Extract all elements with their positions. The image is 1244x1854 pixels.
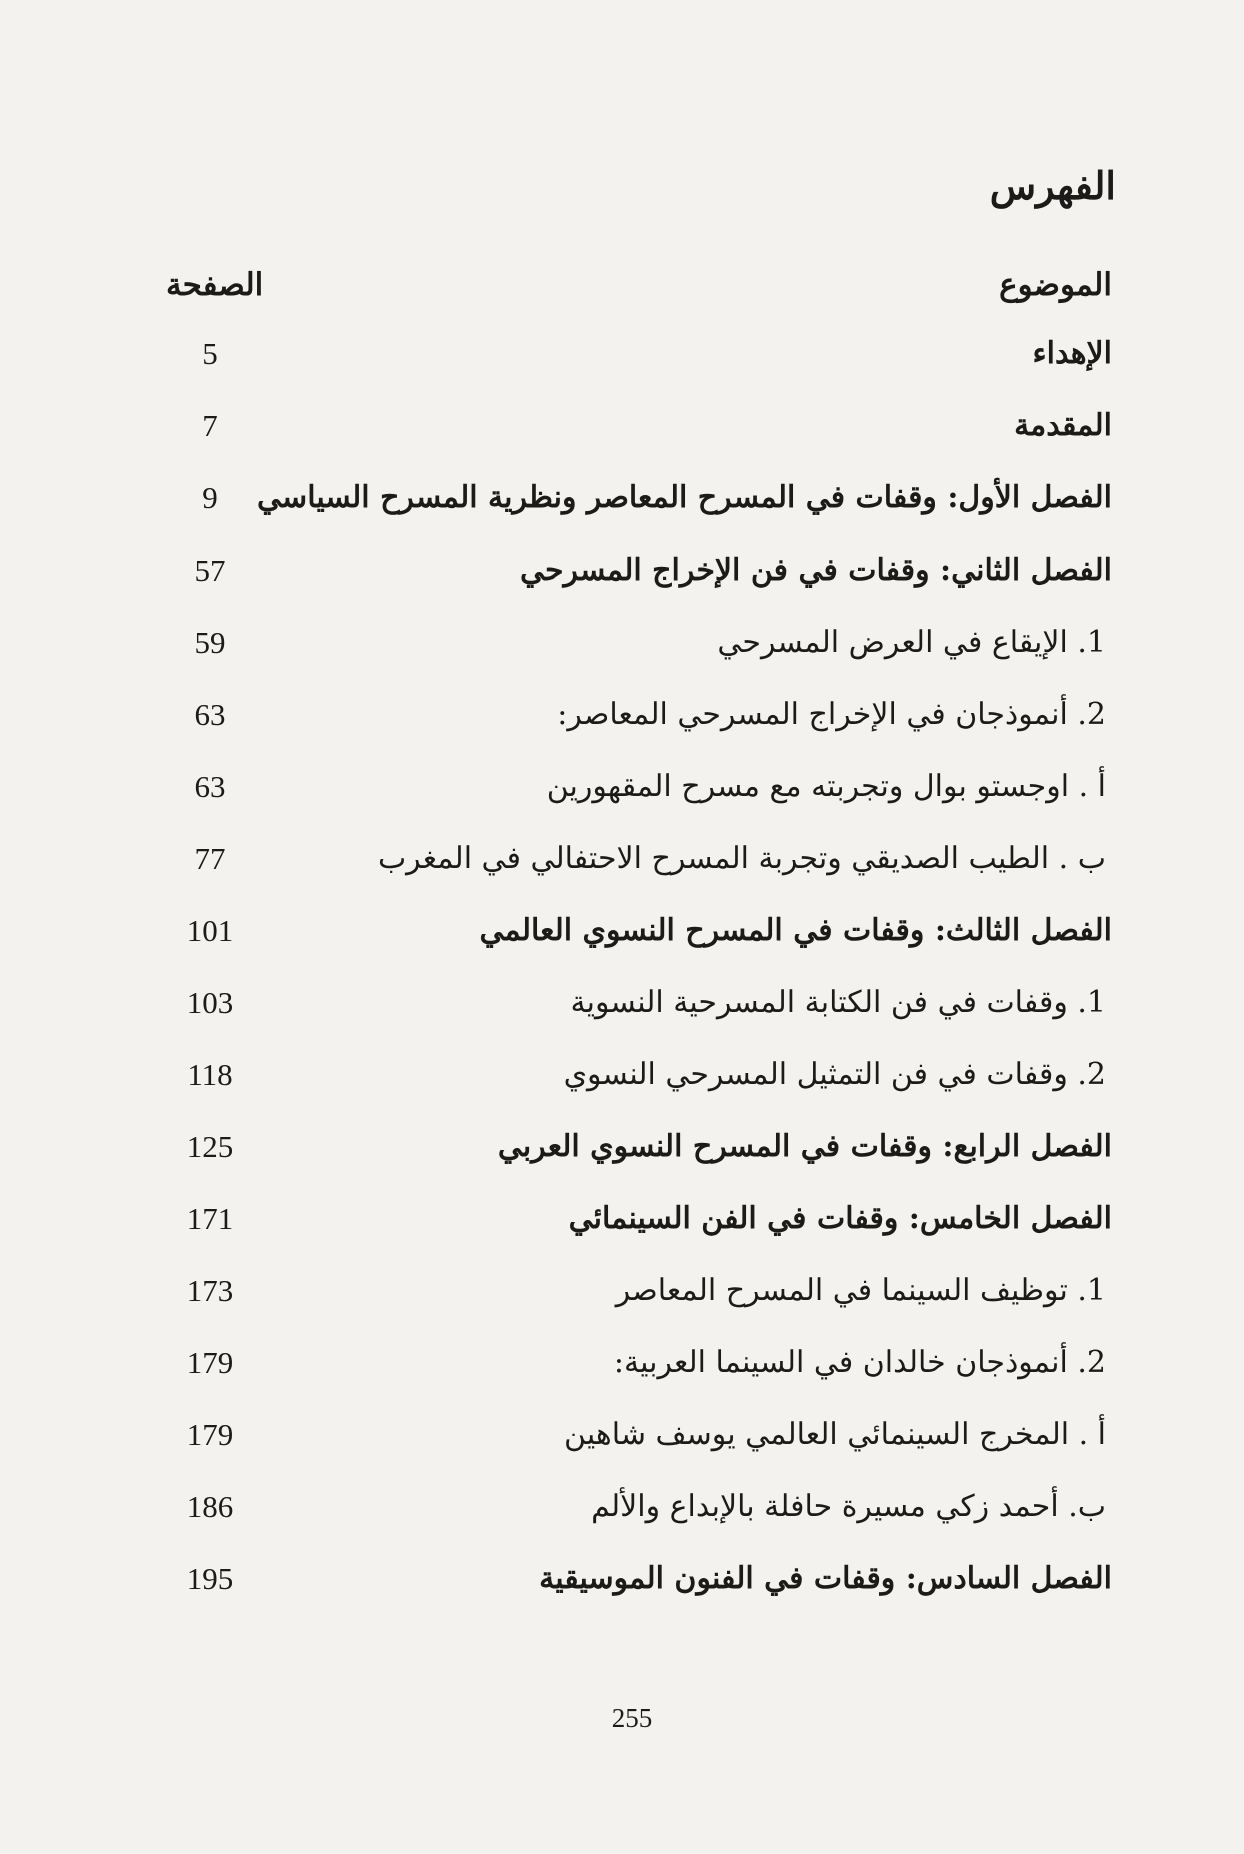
toc-heading: الفهرس bbox=[989, 163, 1116, 208]
toc-entry-page: 173 bbox=[186, 1273, 234, 1308]
toc-entry-title: الفصل السادس: وقفات في الفنون الموسيقية bbox=[539, 1561, 1112, 1596]
page-column-header: الصفحة bbox=[166, 267, 264, 303]
toc-row bbox=[0, 829, 1244, 889]
toc-entry-title: المقدمة bbox=[1014, 408, 1112, 443]
toc-entry-page: 9 bbox=[202, 480, 218, 515]
toc-row bbox=[0, 1189, 1244, 1249]
toc-row bbox=[0, 1477, 1244, 1537]
toc-entry-page: 179 bbox=[186, 1417, 234, 1452]
toc-entry-page: 57 bbox=[194, 553, 226, 588]
page-number: 255 bbox=[611, 1703, 653, 1733]
toc-row bbox=[0, 1045, 1244, 1105]
toc-row bbox=[0, 757, 1244, 817]
toc-entry-page: 101 bbox=[186, 913, 234, 948]
toc-entry-page: 125 bbox=[186, 1129, 234, 1164]
toc-row bbox=[0, 613, 1244, 673]
topic-column-header: الموضوع bbox=[999, 267, 1112, 303]
toc-row bbox=[0, 901, 1244, 961]
toc-entry-title: 2. وقفات في فن التمثيل المسرحي النسوي bbox=[563, 1057, 1106, 1092]
toc-row bbox=[0, 973, 1244, 1033]
toc-entry-title: 1. وقفات في فن الكتابة المسرحية النسوية bbox=[570, 985, 1106, 1020]
toc-entry-page: 179 bbox=[186, 1345, 234, 1380]
toc-row bbox=[0, 541, 1244, 601]
toc-entry-page: 171 bbox=[186, 1201, 234, 1236]
toc-entry-title: الإهداء bbox=[1032, 336, 1112, 371]
toc-entry-page: 77 bbox=[194, 841, 226, 876]
toc-entry-title: الفصل الخامس: وقفات في الفن السينمائي bbox=[568, 1201, 1112, 1236]
toc-entry-title: ب. أحمد زكي مسيرة حافلة بالإبداع والألم bbox=[591, 1489, 1106, 1524]
toc-entry-page: 63 bbox=[194, 697, 226, 732]
toc-entry-title: أ . اوجستو بوال وتجربته مع مسرح المقهورين bbox=[546, 769, 1106, 804]
toc-entry-page: 7 bbox=[202, 408, 218, 443]
toc-entry-title: 1. الإيقاع في العرض المسرحي bbox=[717, 625, 1106, 660]
toc-row bbox=[0, 685, 1244, 745]
toc-row bbox=[0, 1117, 1244, 1177]
toc-entry-title: 1. توظيف السينما في المسرح المعاصر bbox=[615, 1273, 1106, 1308]
toc-entry-page: 186 bbox=[186, 1489, 234, 1524]
toc-entry-title: الفصل الثالث: وقفات في المسرح النسوي العالمي bbox=[479, 913, 1112, 948]
toc-row bbox=[0, 396, 1244, 456]
toc-entry-title: الفصل الرابع: وقفات في المسرح النسوي العربي bbox=[497, 1129, 1112, 1164]
toc-entry-page: 59 bbox=[194, 625, 226, 660]
toc-row bbox=[0, 324, 1244, 384]
toc-row bbox=[0, 1405, 1244, 1465]
toc-entry-page: 118 bbox=[187, 1057, 233, 1092]
toc-entry-title: الفصل الثاني: وقفات في فن الإخراج المسرحي bbox=[520, 553, 1112, 588]
toc-row bbox=[0, 1333, 1244, 1393]
toc-entry-page: 103 bbox=[186, 985, 234, 1020]
toc-entry-title: الفصل الأول: وقفات في المسرح المعاصر ونظرية المسرح السياسي bbox=[257, 480, 1112, 515]
toc-row bbox=[0, 1549, 1244, 1609]
toc-entry-title: ب . الطيب الصديقي وتجربة المسرح الاحتفالي في المغرب bbox=[377, 841, 1106, 876]
toc-row bbox=[0, 468, 1244, 528]
toc-row bbox=[0, 1261, 1244, 1321]
toc-entry-title: 2. أنموذجان في الإخراج المسرحي المعاصر: bbox=[557, 697, 1106, 732]
toc-entry-page: 5 bbox=[202, 336, 218, 371]
toc-entry-title: 2. أنموذجان خالدان في السينما العربية: bbox=[613, 1345, 1106, 1380]
toc-entry-page: 195 bbox=[186, 1561, 234, 1596]
toc-entry-title: أ . المخرج السينمائي العالمي يوسف شاهين bbox=[564, 1417, 1106, 1452]
toc-entry-page: 63 bbox=[194, 769, 226, 804]
